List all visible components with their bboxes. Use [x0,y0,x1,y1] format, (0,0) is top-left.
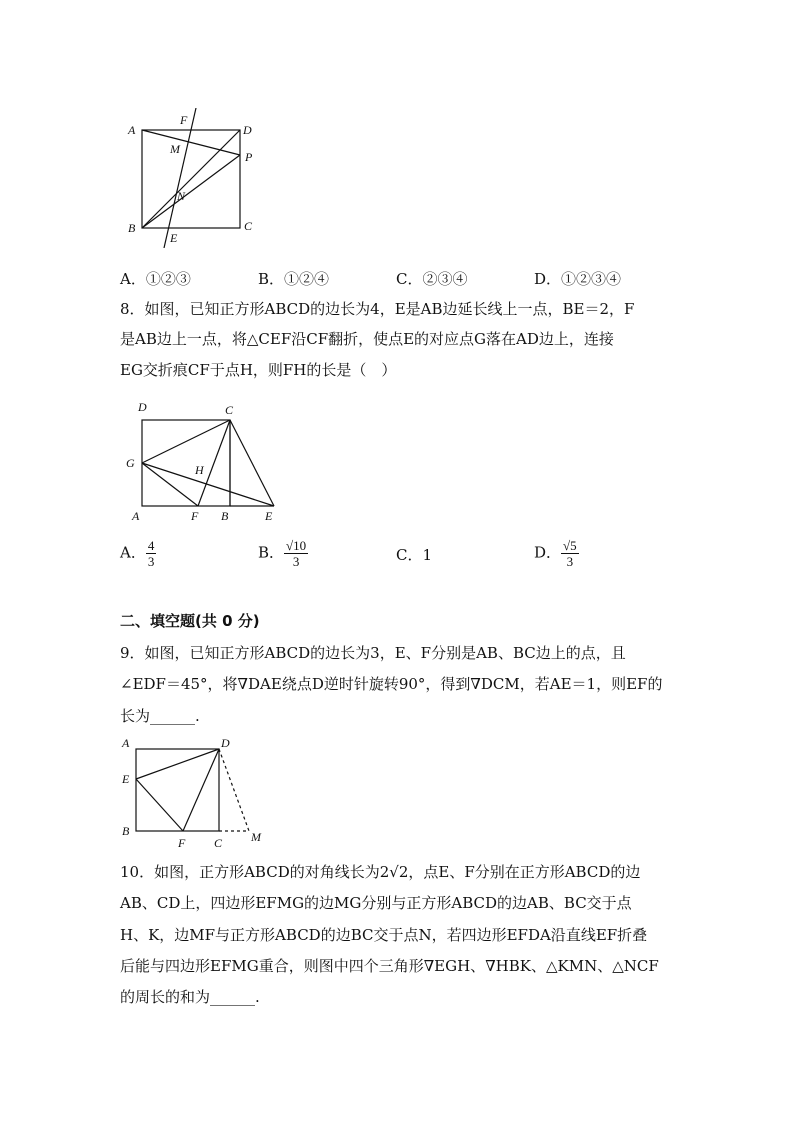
label-a: A [128,123,136,137]
q8-option-d [534,538,579,569]
segment-dm-dashed [219,749,249,831]
figure-q7 [120,108,270,248]
segment-de [136,749,219,779]
segment-df [183,749,219,831]
figure-q8 [120,396,285,526]
q8-option-a-prefix: A． [120,543,146,562]
q7-option-b: B．①②④ [258,270,330,288]
q10-line-2: AB、CD上，四边形EFMG的边MG分别与正方形ABCD的边AB、BC交于点 [120,894,632,912]
q8-option-b-prefix: B． [258,543,285,562]
label-m: M [251,830,261,844]
q8-line-3: EG交折痕CF于点H，则FH的长是（ ） [120,361,397,379]
q8-option-a-numerator: 4 [147,538,155,553]
label-a: A [132,509,140,523]
segment-ef [136,779,183,831]
q8-option-d-denominator: 3 [566,554,574,569]
q8-option-c: C．1 [396,546,433,564]
label-m: M [170,142,180,156]
q10-line-5: 的周长的和为______. [120,988,260,1006]
q9-line-2: ∠EDF＝45°，将∇DAE绕点D逆时针旋转90°，得到∇DCM，若AE＝1，则EF的 [120,675,663,693]
q8-option-b-denominator: 3 [292,554,300,569]
label-d: D [243,123,252,137]
section-title: 二、填空题(共 0 分) [120,612,260,630]
q8-option-a [120,538,156,569]
square-abcd [136,749,219,831]
segment-ap [142,130,240,155]
q10-line-3: H、K，边MF与正方形ABCD的边BC交于点N，若四边形EFDA沿直线EF折叠 [120,926,648,944]
label-c: C [225,403,234,417]
label-e: E [122,772,130,786]
segment-gf [142,463,198,506]
label-c: C [214,836,223,850]
segment-ce [230,420,274,506]
q8-line-1: 8．如图，已知正方形ABCD的边长为4，E是AB边延长线上一点，BE＝2，F [120,300,635,318]
q7-option-c: C．②③④ [396,270,468,288]
figure-q9 [118,733,268,851]
q10-line-4: 后能与四边形EFMG重合，则图中四个三角形∇EGH、∇HBK、△KMN、△NCF [120,957,659,975]
label-b: B [221,509,229,523]
segment-bp [142,155,240,228]
label-d: D [221,736,230,750]
label-p: P [245,150,253,164]
q9-line-1: 9．如图，已知正方形ABCD的边长为3，E、F分别是AB、BC边上的点，且 [120,644,626,662]
q8-option-a-denominator: 3 [147,554,155,569]
segment-ge [142,463,274,506]
q8-option-b-fraction [284,538,308,569]
label-f: F [180,113,188,127]
label-f: F [191,509,199,523]
q8-option-a-fraction [146,538,157,569]
label-d: D [138,400,147,414]
label-n: N [177,189,186,203]
q7-option-a: A．①②③ [120,270,191,288]
q8-option-b [258,538,308,569]
q10-line-1: 10．如图，正方形ABCD的对角线长为2√2，点E、F分别在正方形ABCD的边 [120,863,641,881]
q7-option-d: D．①②③④ [534,270,622,288]
diagonal-bd [142,130,240,228]
square-abcd [142,420,230,506]
label-c: C [244,219,253,233]
q8-option-d-numerator: √5 [563,538,577,553]
q8-option-b-numerator: √10 [286,538,307,553]
label-f: F [178,836,186,850]
q9-line-3: 长为______. [120,707,200,725]
label-b: B [128,221,136,235]
label-h: H [195,463,204,477]
label-e: E [265,509,273,523]
label-e: E [170,231,178,245]
label-a: A [122,736,130,750]
q8-option-d-fraction [561,538,579,569]
label-g: G [126,456,135,470]
q8-line-2: 是AB边上一点，将△CEF沿CF翻折，使点E的对应点G落在AD边上，连接 [120,330,614,348]
q8-option-d-prefix: D． [534,543,562,562]
label-b: B [122,824,130,838]
